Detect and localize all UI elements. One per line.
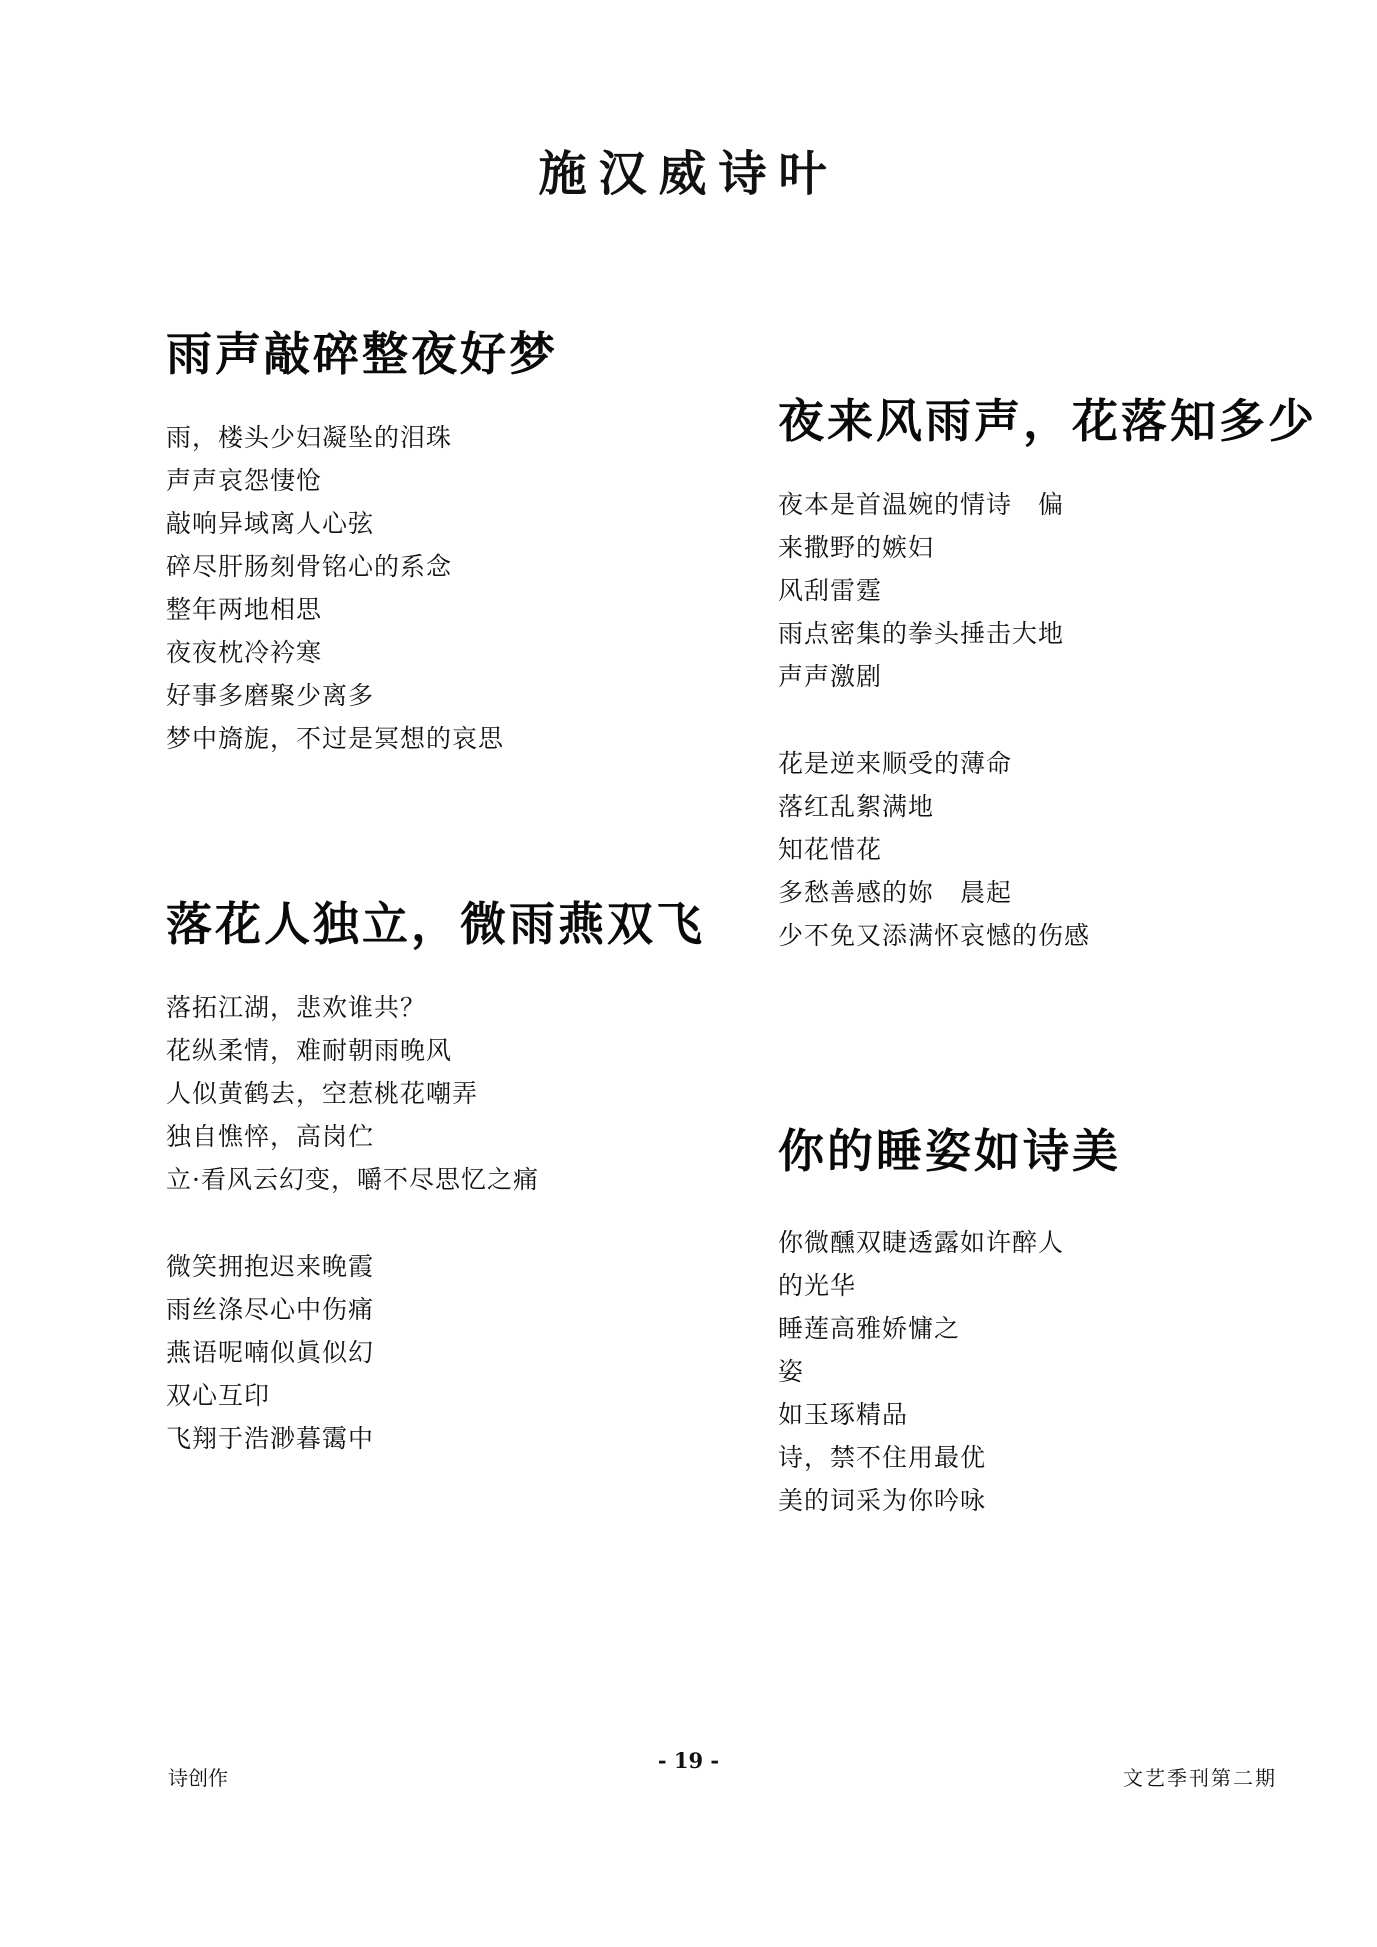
poem-line: 声声激剧 (778, 662, 883, 691)
poem-line: 燕语呢喃似眞似幻 (166, 1338, 375, 1367)
poem-line: 知花惜花 (778, 835, 883, 864)
poem-line: 夜本是首温婉的情诗 偏 (778, 490, 1065, 519)
poem-line: 好事多磨聚少离多 (166, 681, 375, 710)
poem-line: 微笑拥抱迟来晚霞 (166, 1252, 375, 1281)
poem-line: 睡莲高雅娇慵之 (778, 1314, 961, 1343)
poem-title: 雨声敲碎整夜好梦 (166, 327, 558, 381)
poem-line: 敲响异域离人心弦 (166, 509, 375, 538)
poem-title: 你的睡姿如诗美 (778, 1124, 1121, 1178)
poem-3 (778, 385, 1317, 1001)
poem-line: 花是逆来顺受的薄命 (778, 749, 1013, 778)
poem-line: 碎尽肝肠刻骨铭心的系念 (166, 552, 453, 581)
poem-line: 人似黄鹤去，空惹桃花嘲弄 (166, 1079, 479, 1108)
page-title: 施汉威诗叶 (538, 146, 839, 202)
poem-line: 花纵柔情，难耐朝雨晚风 (166, 1036, 453, 1065)
poem-line: 如玉琢精品 (778, 1400, 909, 1429)
poem-4 (778, 1115, 1121, 1566)
poem-line: 你微醺双睫透露如许醉人 (778, 1228, 1065, 1257)
poem-title: 夜来风雨声，花落知多少 (778, 394, 1317, 448)
poem-line: 风刮雷霆 (778, 576, 883, 605)
poem-line: 美的词采为你吟咏 (778, 1486, 987, 1515)
poem-line: 双心互印 (166, 1381, 271, 1410)
footer-section-label: 诗创作 (168, 1766, 228, 1790)
poem-line: 来撒野的嫉妇 (778, 533, 935, 562)
poem-line: 立·看风云幻变，嚼不尽思忆之痛 (166, 1165, 539, 1194)
stanza (166, 1245, 705, 1460)
poem-line: 落红乱絮满地 (778, 792, 935, 821)
poem-line: 诗，禁不住用最优 (778, 1443, 987, 1472)
poem-line: 少不免又添满怀哀憾的伤感 (778, 921, 1091, 950)
page-number: - 19 - (657, 1748, 720, 1773)
poem-line: 落拓江湖，悲欢谁共？ (166, 993, 427, 1022)
poem-line: 独自憔悴，高岗伫 (166, 1122, 375, 1151)
poem-2 (166, 888, 705, 1504)
poem-line: 的光华 (778, 1271, 857, 1300)
poem-line: 声声哀怨悽怆 (166, 466, 323, 495)
footer-publication-label: 文艺季刊第二期 (1123, 1766, 1277, 1790)
stanza (166, 986, 705, 1201)
stanza (778, 742, 1317, 957)
poem-line: 雨丝涤尽心中伤痛 (166, 1295, 375, 1324)
poem-line: 雨，楼头少妇凝坠的泪珠 (166, 423, 453, 452)
poem-line: 整年两地相思 (166, 595, 323, 624)
poem-line: 姿 (778, 1357, 805, 1386)
poem-line: 梦中旖旎，不过是冥想的哀思 (166, 724, 505, 753)
poem-title: 落花人独立，微雨燕双飞 (166, 897, 705, 951)
poem-line: 多愁善感的妳 晨起 (778, 878, 1013, 907)
stanza (166, 416, 558, 760)
poem-line: 雨点密集的拳头捶击大地 (778, 619, 1065, 648)
poem-line: 夜夜枕冷衿寒 (166, 638, 323, 667)
poem-line: 飞翔于浩渺暮霭中 (166, 1424, 375, 1453)
poem-1 (166, 318, 558, 804)
stanza (778, 483, 1317, 698)
stanza (778, 1221, 1121, 1522)
